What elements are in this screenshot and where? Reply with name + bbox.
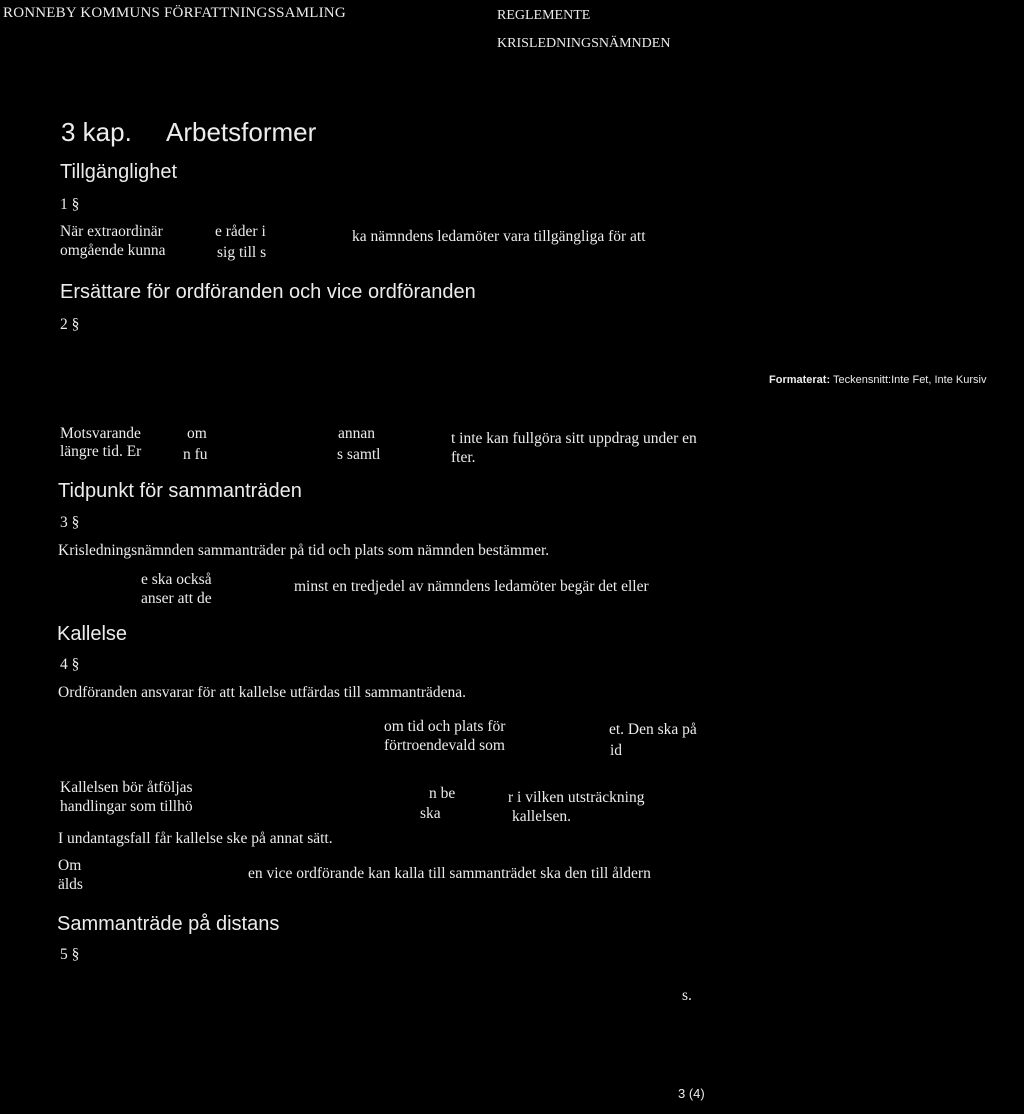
formatting-comment-text: Teckensnitt:Inte Fet, Inte Kursiv xyxy=(832,374,987,386)
document-type: REGLEMENTE xyxy=(497,8,591,23)
text-fragment: n fu xyxy=(183,446,208,463)
text-fragment: fter. xyxy=(451,449,476,466)
paragraph-1-marker: 1 § xyxy=(60,196,80,213)
text-fragment: om xyxy=(187,425,207,442)
text-fragment: När extraordinär xyxy=(60,223,163,240)
text-fragment: sig till s xyxy=(217,244,267,261)
formatting-comment xyxy=(769,374,986,386)
text-fragment: kallelsen. xyxy=(512,808,571,825)
text-fragment: id xyxy=(610,742,623,759)
text-fragment: älds xyxy=(58,876,83,893)
text-fragment: omgående kunna xyxy=(60,242,166,259)
text-fragment: s. xyxy=(682,987,692,1004)
page-number: 3 (4) xyxy=(678,1086,705,1101)
text-line: Krisledningsnämnden sammanträder på tid och plats som nämnden bestämmer. xyxy=(58,542,550,559)
board-name: KRISLEDNINGSNÄMNDEN xyxy=(497,36,671,51)
text-fragment: e ska också xyxy=(141,571,212,588)
text-fragment: förtroendevald som xyxy=(384,737,505,754)
text-line: Ordföranden ansvarar för att kallelse utfärdas till sammanträdena. xyxy=(58,684,466,701)
text-fragment: et. Den ska på xyxy=(609,721,697,738)
text-fragment: e råder i xyxy=(215,223,266,240)
text-fragment: minst en tredjedel av nämndens ledamöter begär det eller xyxy=(294,578,649,595)
text-fragment: r i vilken utsträckning xyxy=(508,789,645,806)
text-fragment: annan xyxy=(338,425,376,442)
text-fragment: Motsvarande xyxy=(60,425,141,442)
text-fragment: Om xyxy=(58,857,82,874)
chapter-number: 3 kap. xyxy=(61,117,132,147)
heading-tidpunkt: Tidpunkt för sammanträden xyxy=(58,480,302,502)
paragraph-3-marker: 3 § xyxy=(60,514,80,531)
text-fragment: ka nämndens ledamöter vara tillgängliga för att xyxy=(352,228,646,245)
text-fragment: s samtl xyxy=(337,446,381,463)
paragraph-5-marker: 5 § xyxy=(60,946,80,963)
text-fragment: anser att de xyxy=(141,590,212,607)
text-fragment: n be xyxy=(429,785,456,802)
formatting-comment-label: Formaterat: xyxy=(769,374,831,386)
text-fragment: Kallelsen bör åtföljas xyxy=(60,779,193,796)
paragraph-4-marker: 4 § xyxy=(60,656,80,673)
heading-distans: Sammanträde på distans xyxy=(57,913,280,935)
heading-ersattare: Ersättare för ordföranden och vice ordföranden xyxy=(60,281,476,303)
collection-title: RONNEBY KOMMUNS FÖRFATTNINGSSAMLING xyxy=(3,5,346,21)
text-fragment: om tid och plats för xyxy=(384,718,506,735)
text-fragment: handlingar som tillhö xyxy=(60,798,193,815)
text-fragment: en vice ordförande kan kalla till sammanträdet ska den till åldern xyxy=(248,865,651,882)
text-fragment: t inte kan fullgöra sitt uppdrag under en xyxy=(451,430,697,447)
chapter-title: Arbetsformer xyxy=(166,117,317,147)
text-fragment: ska xyxy=(420,805,441,822)
heading-tillganglighet: Tillgänglighet xyxy=(60,161,178,183)
text-fragment: längre tid. Er xyxy=(60,443,142,460)
text-line: I undantagsfall får kallelse ske på annat sätt. xyxy=(58,830,333,847)
paragraph-2-marker: 2 § xyxy=(60,316,80,333)
heading-kallelse: Kallelse xyxy=(57,623,128,645)
